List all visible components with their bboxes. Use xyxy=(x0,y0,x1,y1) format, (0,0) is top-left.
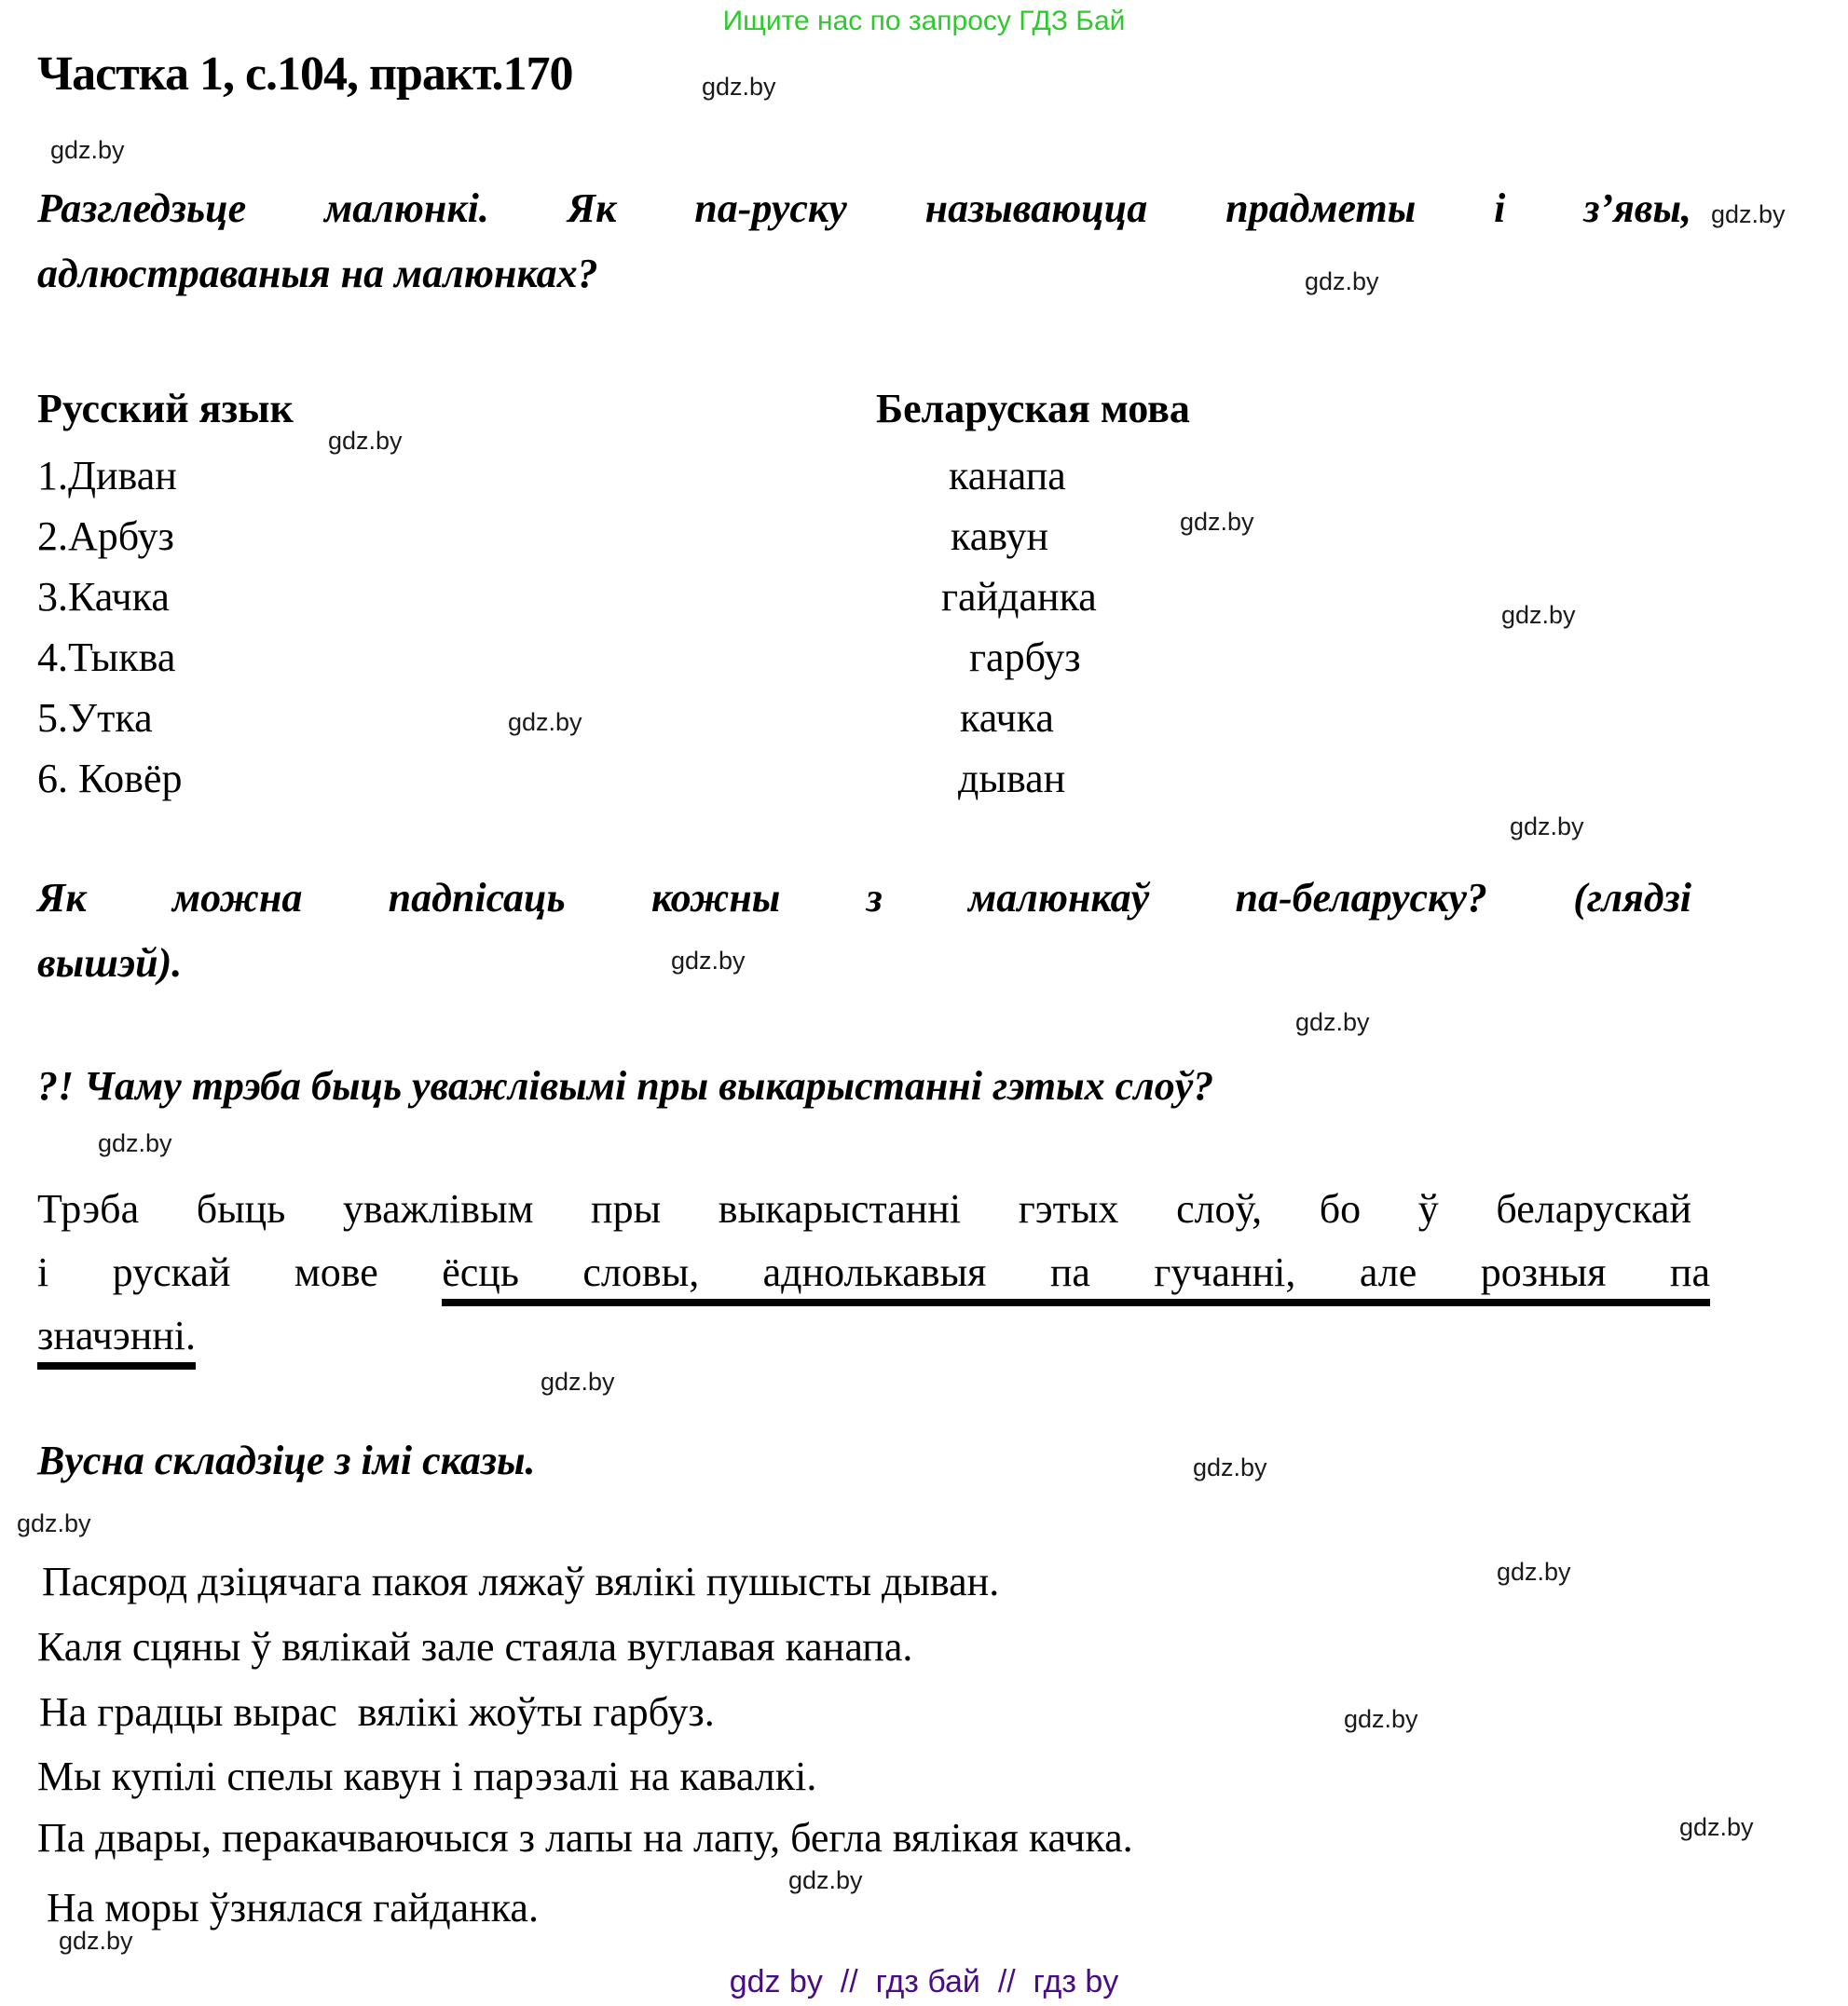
column-header-belarusian: Беларуская мова xyxy=(876,386,1190,431)
watermark-gdzby: gdz.by xyxy=(1193,1453,1267,1481)
watermark-gdzby: gdz.by xyxy=(1679,1813,1754,1841)
watermark-gdzby: gdz.by xyxy=(1180,508,1254,536)
task3-question: ?! Чаму трэба быць уважлівымі пры выкарыстанні гэтых слоў? xyxy=(37,1063,1214,1109)
watermark-gdzby: gdz.by xyxy=(1501,601,1576,629)
table-row-ru: 5.Утка xyxy=(37,695,153,741)
watermark-gdzby: gdz.by xyxy=(98,1129,172,1157)
watermark-gdzby: gdz.by xyxy=(1295,1008,1370,1036)
table-row-be: канапа xyxy=(949,453,1066,498)
sentence: Па двары, перакачваючыся з лапы на лапу, бегла вялікая качка. xyxy=(37,1815,1133,1861)
watermark-gdzby: gdz.by xyxy=(1711,200,1786,228)
sentence: Каля сцяны ў вялікай зале стаяла вуглавая канапа. xyxy=(37,1624,913,1670)
watermark-gdzby: gdz.by xyxy=(702,73,776,101)
answer-underlined-text: значэнні. xyxy=(37,1313,196,1370)
task3-answer-line2 xyxy=(37,1249,1710,1297)
watermark-gdzby: gdz.by xyxy=(1305,267,1379,295)
table-row-ru: 3.Качка xyxy=(37,574,170,620)
task1-instruction-line1: Разгледзьце малюнкі. Як па-руску называюцца прадметы і з’явы, xyxy=(37,185,1691,231)
table-row-ru: 2.Арбуз xyxy=(37,513,174,559)
watermark-gdzby: gdz.by xyxy=(671,947,746,975)
task2-question-line2: вышэй). xyxy=(37,940,183,986)
watermark-gdzby: gdz.by xyxy=(1510,812,1584,840)
answer-plain-text: і рускай мове xyxy=(37,1249,443,1295)
sentence: На градцы вырас вялікі жоўты гарбуз. xyxy=(39,1689,715,1735)
sentence: Мы купілі спелы кавун і парэзалі на кавалкі. xyxy=(37,1754,817,1799)
footer-text: gdz by // гдз бай // гдз by xyxy=(729,1964,1119,1999)
answer-underlined-text: ёсць словы, аднолькавыя па гучанні, але розныя па xyxy=(442,1249,1710,1306)
watermark-gdzby: gdz.by xyxy=(788,1866,863,1894)
task3-answer-line3 xyxy=(37,1312,196,1360)
sentence: Пасярод дзіцячага пакоя ляжаў вялікі пушысты дыван. xyxy=(42,1559,1000,1604)
banner-text: Ищите нас по запросу ГДЗ Бай xyxy=(722,6,1126,36)
watermark-gdzby: gdz.by xyxy=(541,1368,615,1396)
watermark-gdzby: gdz.by xyxy=(50,136,125,164)
table-row-be: дыван xyxy=(958,756,1066,801)
watermark-gdzby: gdz.by xyxy=(508,708,582,736)
table-row-be: гайданка xyxy=(941,574,1097,620)
table-row-ru: 1.Диван xyxy=(37,453,177,498)
table-row-be: кавун xyxy=(951,513,1049,559)
watermark-gdzby: gdz.by xyxy=(17,1509,91,1537)
task4-instruction: Вусна складзіце з імі сказы. xyxy=(37,1438,536,1483)
watermark-gdzby: gdz.by xyxy=(1344,1705,1418,1733)
watermark-gdzby: gdz.by xyxy=(328,427,403,455)
sentence: На моры ўзнялася гайданка. xyxy=(47,1885,539,1931)
table-row-be: гарбуз xyxy=(969,635,1081,680)
watermark-gdzby: gdz.by xyxy=(1497,1558,1571,1586)
task2-question-line1: Як можна падпісаць кожны з малюнкаў па-беларуску? (глядзі xyxy=(37,875,1691,921)
task3-answer-line1: Трэба быць уважлівым пры выкарыстанні гэтых слоў, бо ў беларускай xyxy=(37,1186,1691,1232)
task1-instruction-line2: адлюстраваныя на малюнках? xyxy=(37,251,598,296)
table-row-be: качка xyxy=(960,695,1054,741)
page-title: Частка 1, с.104, практ.170 xyxy=(37,48,573,101)
table-row-ru: 6. Ковёр xyxy=(37,756,183,801)
column-header-russian: Русский язык xyxy=(37,386,294,431)
watermark-gdzby: gdz.by xyxy=(59,1927,133,1955)
table-row-ru: 4.Тыква xyxy=(37,635,176,680)
